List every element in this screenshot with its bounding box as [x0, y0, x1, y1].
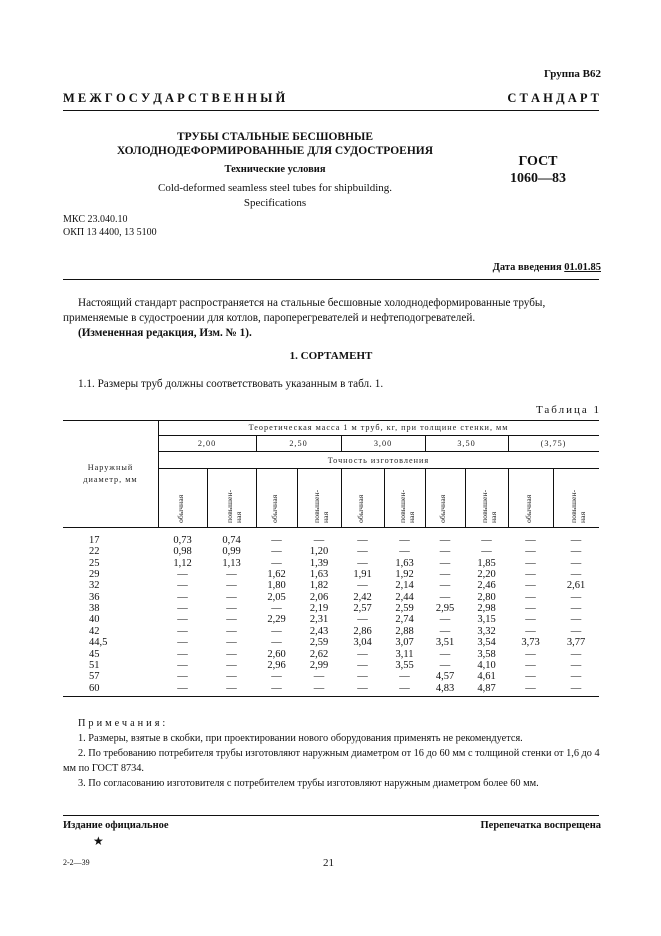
- table-cell: —: [439, 614, 451, 626]
- table-cell: 2,57: [353, 603, 372, 615]
- table-cell: —: [271, 603, 282, 615]
- wall-thickness-header: 3,00: [373, 439, 393, 448]
- table-cell: —: [357, 648, 368, 660]
- accuracy-header: Точность изготовления: [327, 456, 430, 465]
- table-cell: —: [271, 682, 282, 694]
- table-cell: —: [525, 671, 536, 683]
- gost-code: 1060—83: [510, 171, 566, 186]
- table-cell: 3,04: [353, 637, 372, 649]
- table-cell: —: [177, 625, 188, 637]
- table-cell: 2,06: [309, 591, 329, 603]
- table-cell: —: [313, 682, 325, 694]
- row-diameter: 42: [89, 625, 100, 637]
- table-cell: —: [570, 603, 582, 615]
- amendment-note: (Измененная редакция, Изм. № 1).: [78, 327, 252, 339]
- notes-block: [63, 716, 603, 791]
- note-2: 2. По требованию потребителя трубы изготовляют наружным диаметром от 16 до 60 мм с толщиной стенки от 1,6 до 4 мм по ГОСТ 8734.: [63, 748, 600, 774]
- footer-rule: [63, 815, 599, 816]
- wall-thickness-header: 2,50: [289, 439, 308, 448]
- table-cell: —: [177, 580, 188, 592]
- accuracy-sub-header: повышен- ная: [569, 489, 587, 523]
- official-edition: Издание официальное: [63, 820, 169, 831]
- table-cell: —: [525, 659, 536, 671]
- table-cell: —: [271, 557, 282, 569]
- table-cell: —: [570, 682, 582, 694]
- table-cell: —: [570, 648, 582, 660]
- table-cell: —: [226, 648, 237, 660]
- table-cell: —: [357, 671, 368, 683]
- note-1: 1. Размеры, взятые в скобки, при проектировании нового оборудования применять не рекомендуется.: [78, 733, 523, 744]
- accuracy-sub-header: обычная: [175, 494, 185, 523]
- table-cell: 2,43: [309, 625, 329, 637]
- table-cell: 1,85: [477, 557, 496, 569]
- intro-date-value: 01.01.85: [564, 262, 601, 273]
- table-cell: —: [525, 625, 536, 637]
- table-cell: 0,74: [222, 535, 241, 546]
- gost-label: ГОСТ: [518, 154, 558, 169]
- table-cell: —: [399, 546, 410, 558]
- banner-word-standard: С Т А Н Д А Р Т: [507, 91, 599, 105]
- table-cell: —: [570, 546, 582, 558]
- diameter-header-line-2: диаметр, мм: [83, 475, 138, 484]
- table-cell: 2,29: [267, 614, 286, 626]
- table-cell: 1,91: [353, 569, 372, 581]
- table-cell: —: [439, 625, 451, 637]
- table-cell: —: [439, 546, 451, 558]
- sub-column-separator: [341, 468, 342, 527]
- row-diameter: 45: [89, 648, 100, 660]
- table-cell: 3,73: [521, 637, 540, 649]
- top-header: Теоретическая масса 1 м труб, кг, при толщине стенки, мм: [248, 423, 509, 432]
- accuracy-sub-header: обычная: [269, 494, 279, 523]
- table-cell: —: [226, 671, 237, 683]
- table-cell: —: [177, 603, 188, 615]
- diameter-header-line-1: Наружный: [87, 463, 134, 472]
- sub-column-separator: [465, 468, 466, 527]
- table-cell: —: [271, 535, 282, 546]
- row-diameter: 17: [89, 535, 100, 546]
- table-cell: —: [226, 603, 237, 615]
- table-cell: —: [357, 659, 368, 671]
- table-cell: 3,32: [477, 625, 496, 637]
- table-cell: 3,51: [435, 637, 455, 649]
- table-cell: 0,99: [222, 546, 241, 558]
- row-diameter: 32: [89, 580, 100, 592]
- row-diameter: 38: [89, 603, 100, 615]
- table-cell: 2,62: [309, 648, 329, 660]
- table-cell: 2,46: [477, 580, 496, 592]
- table-cell: 1,39: [309, 557, 329, 569]
- table-cell: —: [177, 648, 188, 660]
- header-row3-rule: [158, 468, 599, 469]
- table-cell: —: [177, 637, 188, 649]
- table-cell: 2,59: [309, 637, 329, 649]
- table-cell: —: [271, 671, 282, 683]
- table-cell: —: [525, 569, 536, 581]
- accuracy-sub-header: повышен- ная: [312, 489, 330, 523]
- table-cell: —: [226, 682, 237, 694]
- table-cell: 2,42: [353, 591, 372, 603]
- table-cell: 1,80: [267, 580, 286, 592]
- intro-text: Настоящий стандарт распространяется на стальные бесшовные холоднодеформированные трубы, применяемые в судостроении для котлов, пароперегревателей и нефтеподогревателей.: [63, 297, 546, 324]
- table-cell: —: [399, 535, 410, 546]
- sub-column-separator: [256, 468, 257, 527]
- row-diameter: 60: [89, 682, 100, 694]
- table-cell: —: [570, 625, 582, 637]
- wall-thickness-header: (3,75): [540, 439, 567, 448]
- sub-column-separator: [384, 468, 385, 527]
- table-cell: —: [226, 569, 237, 581]
- clause-1-1: 1.1. Размеры труб должны соответствовать указанным в табл. 1.: [78, 378, 384, 390]
- table-cell: —: [481, 535, 492, 546]
- table-cell: 4,57: [435, 671, 455, 683]
- table-cell: —: [177, 682, 188, 694]
- table-cell: —: [226, 591, 237, 603]
- table-cell: 4,10: [477, 659, 496, 671]
- table-cell: 1,63: [309, 569, 329, 581]
- table-cell: 1,63: [395, 557, 414, 569]
- table-cell: —: [357, 614, 368, 626]
- table-cell: 2,31: [309, 614, 329, 626]
- english-title-line-2: Specifications: [243, 197, 307, 209]
- table-cell: —: [357, 535, 368, 546]
- table-cell: 2,05: [267, 591, 286, 603]
- table-cell: 3,15: [477, 614, 496, 626]
- sub-column-separator: [553, 468, 554, 527]
- table-cell: —: [399, 682, 410, 694]
- diameter-column-rule: [158, 420, 159, 527]
- accuracy-sub-header: обычная: [523, 494, 533, 523]
- banner-word-interstate: М Е Ж Г О С У Д А Р С Т В Е Н Н Ы Й: [63, 91, 286, 105]
- table-cell: 2,80: [477, 591, 496, 603]
- table-cell: 2,99: [309, 659, 329, 671]
- reprint-prohibited: Перепечатка воспрещена: [480, 820, 601, 831]
- group-code: Группа В62: [543, 68, 601, 80]
- table-cell: 3,55: [395, 659, 414, 671]
- note-3: 3. По согласованию изготовителя с потребителем трубы изготовляют наружным диаметром более 60 мм.: [78, 778, 539, 789]
- table-cell: —: [226, 580, 237, 592]
- wall-thickness-header: 2,00: [197, 439, 217, 448]
- table-cell: 2,60: [267, 648, 286, 660]
- table-cell: 2,20: [477, 569, 496, 581]
- table-cell: —: [177, 591, 188, 603]
- table-cell: —: [177, 659, 188, 671]
- table-cell: —: [357, 546, 368, 558]
- page-number: 21: [323, 857, 334, 869]
- table-cell: —: [271, 546, 282, 558]
- table-cell: —: [525, 535, 536, 546]
- diameter-header: [63, 462, 158, 486]
- table-cell: —: [525, 591, 536, 603]
- table-cell: 4,83: [435, 682, 455, 694]
- accuracy-sub-header: обычная: [438, 494, 447, 523]
- notes-title: Примечания:: [78, 718, 169, 729]
- table-cell: —: [177, 614, 188, 626]
- table-cell: —: [439, 580, 451, 592]
- wall-thickness-header: 3,50: [457, 439, 476, 448]
- table-cell: 2,95: [435, 603, 455, 615]
- table-cell: 3,58: [477, 648, 496, 660]
- english-title-line-1: Cold-deformed seamless steel tubes for shipbuilding.: [157, 182, 392, 194]
- accuracy-sub-header: повышен- ная: [224, 489, 243, 523]
- table-cell: —: [570, 614, 582, 626]
- table-cell: —: [399, 671, 410, 683]
- table-cell: —: [439, 659, 451, 671]
- document-subtitle: Технические условия: [224, 164, 326, 175]
- header-bottom-rule: [63, 527, 599, 528]
- table-caption: Таблица 1: [535, 404, 601, 416]
- row-diameter: 25: [89, 557, 100, 569]
- table-cell: —: [525, 546, 536, 558]
- table-cell: 2,74: [395, 614, 414, 626]
- table-cell: 2,98: [477, 603, 496, 615]
- title-line-2: ХОЛОДНОДЕФОРМИРОВАННЫЕ ДЛЯ СУДОСТРОЕНИЯ: [116, 145, 434, 157]
- row-diameter: 36: [89, 591, 100, 603]
- table-cell: —: [177, 569, 188, 581]
- table-cell: —: [439, 569, 451, 581]
- table-cell: —: [570, 591, 582, 603]
- star-icon: ★: [93, 834, 104, 848]
- table-cell: —: [525, 614, 536, 626]
- table-cell: 2,96: [267, 659, 286, 671]
- table-cell: 1,13: [222, 557, 241, 569]
- table-cell: 2,14: [395, 580, 414, 592]
- table-cell: —: [226, 625, 237, 637]
- header-row2-rule: [158, 451, 599, 452]
- table-cell: 2,61: [566, 580, 586, 592]
- table-bottom-rule: [63, 696, 599, 697]
- sub-column-separator: [297, 468, 298, 527]
- table-cell: 0,73: [173, 535, 192, 546]
- accuracy-sub-header: обычная: [355, 494, 365, 523]
- row-diameter: 44,5: [89, 637, 108, 649]
- print-code: 2-2—39: [63, 858, 90, 867]
- table-cell: —: [313, 671, 325, 683]
- table-cell: —: [226, 637, 237, 649]
- table-cell: —: [271, 637, 282, 649]
- table-cell: —: [439, 648, 451, 660]
- table-cell: —: [226, 659, 237, 671]
- table-cell: —: [481, 546, 492, 558]
- table-cell: 1,82: [309, 580, 329, 592]
- row-diameter: 29: [89, 569, 100, 581]
- intro-date-label: Дата введения: [492, 262, 562, 273]
- accuracy-sub-header: повышен- ная: [397, 489, 416, 523]
- row-diameter: 51: [89, 659, 100, 671]
- table-cell: 4,61: [477, 671, 496, 683]
- table-cell: —: [570, 659, 582, 671]
- table-cell: —: [525, 557, 536, 569]
- mks-code: МКС 23.040.10: [63, 214, 128, 225]
- table-cell: —: [570, 569, 582, 581]
- table-cell: 3,77: [566, 637, 586, 649]
- table-cell: —: [357, 580, 368, 592]
- table-cell: —: [439, 591, 451, 603]
- table-cell: —: [357, 557, 368, 569]
- table-cell: —: [525, 648, 536, 660]
- table-cell: 3,07: [395, 637, 414, 649]
- row-diameter: 40: [89, 614, 100, 626]
- table-cell: —: [570, 557, 582, 569]
- table-cell: —: [525, 682, 536, 694]
- table-cell: —: [177, 671, 188, 683]
- table-cell: 3,54: [477, 637, 496, 649]
- table-cell: 2,86: [353, 625, 372, 637]
- table-cell: —: [525, 603, 536, 615]
- table-cell: 3,11: [395, 648, 414, 660]
- section-title: 1. СОРТАМЕНТ: [289, 350, 373, 362]
- table-cell: —: [313, 535, 325, 546]
- row-diameter: 22: [89, 546, 100, 558]
- table-cell: 1,92: [395, 569, 414, 581]
- sub-column-separator: [207, 468, 208, 527]
- table-cell: 2,88: [395, 625, 414, 637]
- table-cell: 1,62: [267, 569, 286, 581]
- table-cell: 1,12: [173, 557, 192, 569]
- table-cell: —: [226, 614, 237, 626]
- accuracy-sub-header: повышен- ная: [479, 489, 498, 523]
- okp-code: ОКП 13 4400, 13 5100: [63, 227, 157, 238]
- table-cell: —: [271, 625, 282, 637]
- table-cell: —: [357, 682, 368, 694]
- table-cell: —: [439, 535, 451, 546]
- table-cell: 2,59: [395, 603, 414, 615]
- sub-column-separator: [508, 468, 509, 527]
- table-top-rule: [63, 420, 599, 421]
- table-cell: 4,87: [477, 682, 496, 694]
- table-cell: 2,19: [309, 603, 329, 615]
- table-cell: 0,98: [173, 546, 192, 558]
- sub-column-separator: [425, 468, 426, 527]
- table-cell: —: [525, 580, 536, 592]
- table-cell: —: [570, 671, 582, 683]
- title-line-1: ТРУБЫ СТАЛЬНЫЕ БЕСШОВНЫЕ: [176, 131, 373, 143]
- row-diameter: 57: [89, 671, 100, 683]
- header-row1-rule: [158, 435, 599, 436]
- table-cell: —: [439, 557, 451, 569]
- table-cell: —: [570, 535, 582, 546]
- table-cell: 1,20: [309, 546, 329, 558]
- table-cell: 2,44: [395, 591, 414, 603]
